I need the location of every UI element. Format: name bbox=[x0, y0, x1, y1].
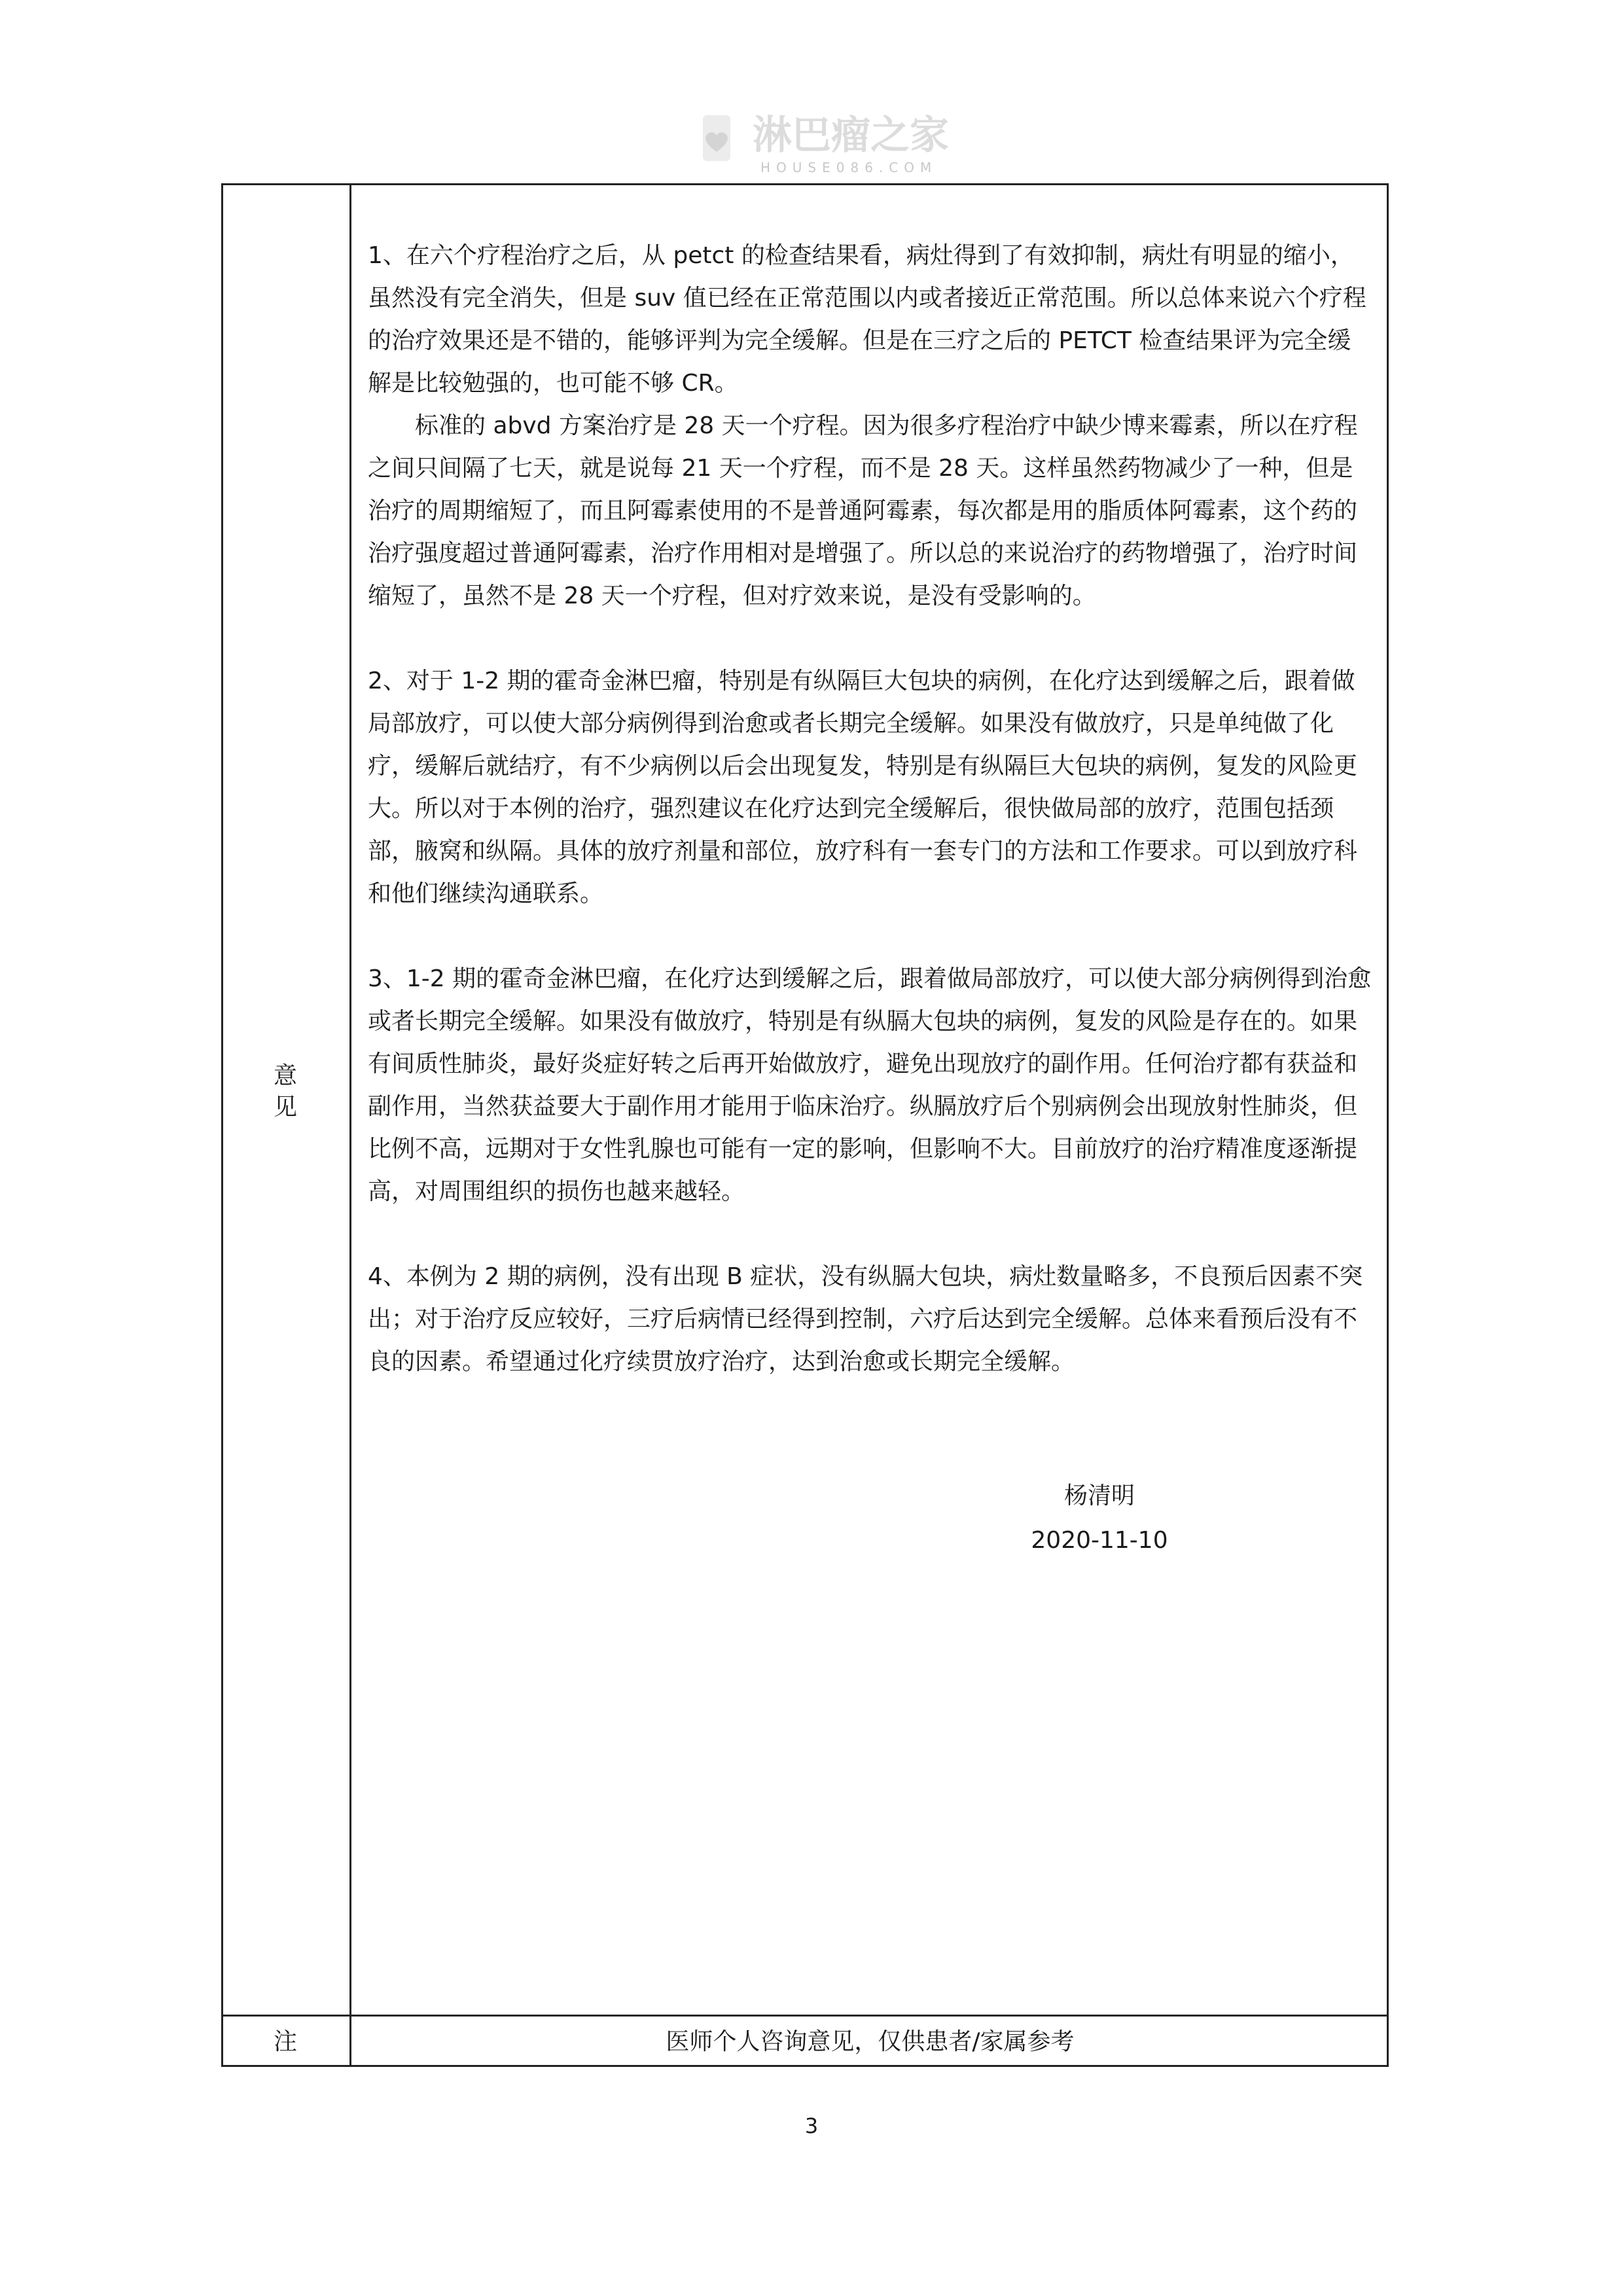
note-text: 医师个人咨询意见，仅供患者/家属参考 bbox=[666, 2028, 1075, 2055]
paragraph-1: 1、在六个疗程治疗之后，从 petct 的检查结果看，病灶得到了有效抑制，病灶有明显的缩小，虽然没有完全消失，但是 suv 值已经在正常范围以内或者接近正常范围。所以总体来说六个疗程的治疗效果还是不错的，能够评判为完全缓解。但是在三疗之后的 PETCT 检查结果评为完全缓解是比较勉强的，也可能不够 CR。 bbox=[368, 242, 1366, 397]
signature-name: 杨清明 bbox=[1063, 1482, 1135, 1509]
watermark bbox=[681, 105, 955, 183]
watermark-en: HOUSE086.COM bbox=[760, 160, 938, 175]
paragraph-2: 2、对于 1-2 期的霍奇金淋巴瘤，特别是有纵隔巨大包块的病例，在化疗达到缓解之后，跟着做局部放疗，可以使大部分病例得到治愈或者长期完全缓解。如果没有做放疗，只是单纯做了化疗，缓解后就结疗，有不少病例以后会出现复发，特别是有纵隔巨大包块的病例，复发的风险更大。所以对于本例的治疗，强烈建议在化疗达到完全缓解后，很快做局部的放疗，范围包括颈部，腋窝和纵隔。具体的放疗剂量和部位，放疗科有一套专门的方法和工作要求。可以到放疗科和他们继续沟通联系。 bbox=[368, 668, 1358, 907]
paragraph-1-continued: 标准的 abvd 方案治疗是 28 天一个疗程。因为很多疗程治疗中缺少博来霉素，所以在疗程之间只间隔了七天，就是说每 21 天一个疗程，而不是 28 天。这样虽然药物减少了一种，但是治疗的周期缩短了，而且阿霉素使用的不是普通阿霉素，每次都是用的脂质体阿霉素，这个药的治疗强度超过普通阿霉素，治疗作用相对是增强了。所以总的来说治疗的药物增强了，治疗时间缩短了，虽然不是 28 天一个疗程，但对疗效来说，是没有受影响的。 bbox=[368, 412, 1358, 609]
opinion-label-text: 意见 bbox=[273, 1062, 297, 1121]
page-number: 3 bbox=[804, 2113, 819, 2138]
opinion-content bbox=[368, 234, 1372, 1383]
watermark-cn: 淋巴瘤之家 bbox=[753, 113, 949, 158]
paragraph-3: 3、1-2 期的霍奇金淋巴瘤，在化疗达到缓解之后，跟着做局部放疗，可以使大部分病例得到治愈或者长期完全缓解。如果没有做放疗，特别是有纵膈大包块的病例，复发的风险是存在的。如果有间质性肺炎，最好炎症好转之后再开始做放疗，避免出现放疗的副作用。任何治疗都有获益和副作用，当然获益要大于副作用才能用于临床治疗。纵膈放疗后个别病例会出现放射性肺炎，但比例不高，远期对于女性乳腺也可能有一定的影响，但影响不大。目前放疗的治疗精准度逐渐提高，对周围组织的损伤也越来越轻。 bbox=[368, 965, 1372, 1205]
opinion-label bbox=[221, 1060, 349, 1123]
signature-date: 2020-11-10 bbox=[1031, 1527, 1168, 1554]
table-column-divider bbox=[349, 183, 351, 2067]
table-row-divider bbox=[221, 2015, 1389, 2017]
paragraph-4: 4、本例为 2 期的病例，没有出现 B 症状，没有纵膈大包块，病灶数量略多，不良预后因素不突出；对于治疗反应较好，三疗后病情已经得到控制，六疗后达到完全缓解。总体来看预后没有不良的因素。希望通过化疗续贯放疗治疗，达到治愈或长期完全缓解。 bbox=[368, 1263, 1363, 1375]
note-label: 注 bbox=[273, 2028, 297, 2055]
house-heart-icon bbox=[694, 111, 740, 170]
